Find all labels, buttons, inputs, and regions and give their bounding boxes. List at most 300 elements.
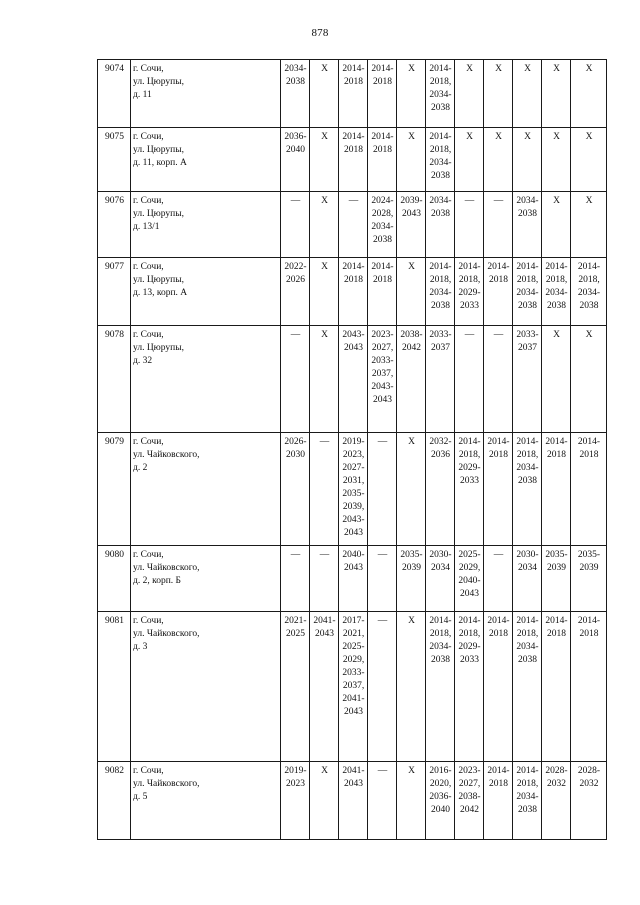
period-cell	[426, 433, 455, 546]
period-cell	[513, 326, 542, 433]
period-line: 2034-	[429, 158, 452, 168]
period-line: 2029,	[342, 655, 365, 665]
period-line: 2025	[286, 629, 305, 639]
period-line: X	[408, 766, 415, 776]
period-line: 2014-	[545, 616, 568, 626]
period-line: 2038	[518, 209, 537, 219]
period-line: 2014-	[577, 262, 601, 272]
period-line: X	[495, 132, 502, 142]
period-cell	[426, 258, 455, 326]
table-row	[98, 762, 607, 840]
period-line: 2018	[344, 145, 363, 155]
period-line: X	[524, 64, 531, 74]
period-line: 2014-	[371, 64, 394, 74]
period-line: 2034-	[516, 463, 539, 473]
period-line: 2014-	[516, 766, 539, 776]
period-line: 2028,	[371, 209, 394, 219]
period-cell	[571, 762, 607, 840]
period-cell	[571, 60, 607, 128]
period-line: X	[553, 330, 560, 340]
period-line: X	[585, 330, 593, 340]
period-line: 2025-	[458, 550, 481, 560]
period-cell	[339, 546, 368, 612]
period-line: 2039	[579, 563, 599, 573]
address-line: д. 2	[133, 463, 148, 473]
period-cell	[426, 192, 455, 258]
address-cell	[131, 762, 281, 840]
period-line: X	[585, 196, 593, 206]
address-line: д. 3	[133, 642, 148, 652]
period-line: 2014-	[458, 262, 481, 272]
period-line: 2039	[402, 563, 421, 573]
period-cell	[310, 546, 339, 612]
period-cell	[455, 128, 484, 192]
period-cell	[426, 762, 455, 840]
period-line: 2034-	[429, 196, 452, 206]
period-line: —	[377, 437, 388, 447]
period-line: 2034-	[284, 64, 307, 74]
period-line: 2034	[518, 563, 537, 573]
address-line: д. 13, корп. А	[133, 288, 188, 298]
period-cell	[281, 258, 310, 326]
period-line: 2038	[373, 235, 392, 245]
period-line: 2038	[431, 655, 450, 665]
period-line: 2018	[489, 275, 508, 285]
period-cell	[310, 192, 339, 258]
period-line: 2041-	[342, 694, 365, 704]
address-line: д. 32	[133, 356, 153, 366]
period-line: 2034-	[429, 642, 452, 652]
period-line: 2014-	[577, 437, 601, 447]
address-line: г. Сочи,	[133, 616, 164, 626]
period-cell	[484, 326, 513, 433]
period-cell	[542, 762, 571, 840]
period-cell	[281, 60, 310, 128]
period-line: 2036-	[429, 792, 452, 802]
period-cell	[339, 258, 368, 326]
period-line: 2018,	[429, 629, 452, 639]
row-number: 9074	[98, 60, 131, 128]
period-cell	[310, 258, 339, 326]
period-line: 2039-	[400, 196, 423, 206]
period-line: 2014-	[371, 132, 394, 142]
period-line: X	[321, 330, 328, 340]
period-cell	[542, 433, 571, 546]
period-cell	[310, 433, 339, 546]
period-line: 2033-	[371, 356, 394, 366]
period-line: 2036	[431, 450, 450, 460]
period-line: 2034-	[429, 288, 452, 298]
period-line: X	[321, 766, 328, 776]
period-cell	[571, 258, 607, 326]
schedule-table	[97, 59, 607, 840]
period-cell	[484, 546, 513, 612]
period-line: —	[493, 330, 504, 340]
period-line: —	[493, 196, 504, 206]
period-line: 2023-	[371, 330, 394, 340]
period-line: 2035-	[342, 489, 365, 499]
period-cell	[513, 128, 542, 192]
period-line: 2034-	[516, 288, 539, 298]
address-line: д. 13/1	[133, 222, 160, 232]
period-cell	[310, 326, 339, 433]
address-line: ул. Цюрупы,	[133, 145, 184, 155]
period-line: 2020,	[429, 779, 452, 789]
period-line: 2018,	[516, 275, 539, 285]
period-cell	[455, 546, 484, 612]
period-line: X	[466, 132, 473, 142]
period-cell	[397, 258, 426, 326]
address-line: ул. Чайковского,	[133, 563, 200, 573]
period-cell	[281, 433, 310, 546]
period-line: 2014-	[577, 616, 601, 626]
period-cell	[397, 546, 426, 612]
period-line: 2018,	[516, 450, 539, 460]
period-line: 2018	[344, 275, 363, 285]
period-line: 2042	[402, 343, 421, 353]
period-line: 2038	[431, 103, 450, 113]
period-cell	[542, 612, 571, 762]
period-line: 2018	[489, 629, 508, 639]
period-line: X	[408, 616, 415, 626]
period-line: 2040	[286, 145, 305, 155]
table-row	[98, 258, 607, 326]
period-line: X	[321, 64, 328, 74]
period-line: 2035-	[577, 550, 601, 560]
period-line: 2014-	[429, 616, 452, 626]
period-line: 2040-	[342, 550, 365, 560]
period-line: —	[319, 550, 330, 560]
address-line: ул. Цюрупы,	[133, 209, 184, 219]
table-row	[98, 192, 607, 258]
period-line: 2033	[460, 476, 479, 486]
period-line: 2038	[518, 476, 537, 486]
address-line: г. Сочи,	[133, 64, 164, 74]
period-cell	[368, 60, 397, 128]
address-line: ул. Чайковского,	[133, 779, 200, 789]
period-line: 2017-	[342, 616, 365, 626]
period-line: X	[553, 196, 560, 206]
period-cell	[426, 326, 455, 433]
period-cell	[484, 60, 513, 128]
period-line: 2033	[460, 301, 479, 311]
period-line: 2025-	[342, 642, 365, 652]
period-cell	[455, 192, 484, 258]
period-line: 2018	[547, 450, 566, 460]
period-line: 2043	[344, 707, 363, 717]
period-cell	[368, 258, 397, 326]
address-line: д. 5	[133, 792, 148, 802]
period-cell	[397, 326, 426, 433]
period-cell	[368, 762, 397, 840]
period-cell	[571, 326, 607, 433]
period-line: 2033-	[342, 668, 365, 678]
period-line: 2014-	[342, 132, 365, 142]
period-line: 2018,	[516, 779, 539, 789]
period-cell	[513, 258, 542, 326]
period-line: 2018	[373, 275, 392, 285]
period-line: 2029-	[458, 642, 481, 652]
row-number: 9082	[98, 762, 131, 840]
period-line: 2029-	[458, 463, 481, 473]
period-line: 2026-	[284, 437, 307, 447]
address-line: ул. Чайковского,	[133, 450, 200, 460]
period-line: 2021,	[342, 629, 365, 639]
period-cell	[542, 326, 571, 433]
period-line: 2033-	[429, 330, 452, 340]
address-line: г. Сочи,	[133, 766, 164, 776]
period-line: 2029-	[458, 288, 481, 298]
address-line: ул. Цюрупы,	[133, 275, 184, 285]
period-line: 2038	[286, 77, 305, 87]
period-cell	[513, 546, 542, 612]
period-line: 2038-	[458, 792, 481, 802]
page-number: 878	[311, 27, 329, 39]
period-line: 2018	[489, 779, 508, 789]
period-line: 2014-	[487, 437, 510, 447]
period-line: 2034	[431, 563, 450, 573]
period-line: 2028-	[545, 766, 568, 776]
period-line: X	[495, 64, 502, 74]
period-line: 2034-	[371, 222, 394, 232]
period-line: 2016-	[429, 766, 452, 776]
period-line: 2027,	[371, 343, 394, 353]
period-line: 2043	[344, 343, 363, 353]
period-line: 2018,	[458, 629, 481, 639]
period-line: 2032	[547, 779, 566, 789]
address-cell	[131, 546, 281, 612]
period-line: 2043	[344, 779, 363, 789]
address-line: ул. Цюрупы,	[133, 343, 184, 353]
period-line: 2038	[518, 301, 537, 311]
row-number: 9075	[98, 128, 131, 192]
period-line: 2022-	[284, 262, 307, 272]
period-cell	[513, 612, 542, 762]
address-line: г. Сочи,	[133, 437, 164, 447]
period-line: 2021-	[284, 616, 307, 626]
period-line: 2014-	[516, 262, 539, 272]
address-line: ул. Цюрупы,	[133, 77, 184, 87]
period-line: 2037,	[342, 681, 365, 691]
row-number: 9078	[98, 326, 131, 433]
period-line: —	[377, 766, 388, 776]
period-line: 2043-	[371, 382, 394, 392]
table-row	[98, 612, 607, 762]
period-line: X	[408, 132, 415, 142]
period-line: 2038	[518, 805, 537, 815]
period-line: 2039	[547, 563, 566, 573]
period-line: 2023	[286, 779, 305, 789]
period-line: X	[553, 132, 560, 142]
address-line: д. 11, корп. А	[133, 158, 187, 168]
table-row	[98, 60, 607, 128]
period-line: 2018,	[429, 77, 452, 87]
period-cell	[310, 60, 339, 128]
period-line: —	[290, 550, 301, 560]
period-cell	[542, 546, 571, 612]
period-line: 2038	[431, 301, 450, 311]
period-cell	[484, 433, 513, 546]
period-line: 2023,	[342, 450, 365, 460]
period-line: 2039,	[342, 502, 365, 512]
address-cell	[131, 612, 281, 762]
period-cell	[484, 258, 513, 326]
period-line: 2028-	[577, 766, 601, 776]
period-cell	[339, 326, 368, 433]
period-line: 2037	[431, 343, 450, 353]
period-cell	[397, 612, 426, 762]
period-line: 2038	[547, 301, 566, 311]
period-line: 2034-	[577, 288, 601, 298]
period-cell	[281, 326, 310, 433]
period-line: X	[585, 132, 593, 142]
period-cell	[368, 192, 397, 258]
period-cell	[571, 433, 607, 546]
period-line: 2038	[579, 301, 599, 311]
table-row	[98, 433, 607, 546]
period-cell	[368, 546, 397, 612]
period-line: 2019-	[284, 766, 307, 776]
period-cell	[339, 60, 368, 128]
address-line: г. Сочи,	[133, 550, 164, 560]
period-line: —	[348, 196, 359, 206]
period-line: 2040	[431, 805, 450, 815]
period-cell	[310, 612, 339, 762]
period-line: —	[493, 550, 504, 560]
address-cell	[131, 258, 281, 326]
period-cell	[397, 128, 426, 192]
period-cell	[281, 612, 310, 762]
period-line: 2018	[489, 450, 508, 460]
period-line: 2038-	[400, 330, 423, 340]
period-line: 2014-	[458, 616, 481, 626]
period-line: 2038	[518, 655, 537, 665]
period-line: 2014-	[458, 437, 481, 447]
period-cell	[281, 762, 310, 840]
address-line: г. Сочи,	[133, 132, 164, 142]
period-cell	[542, 60, 571, 128]
address-cell	[131, 326, 281, 433]
period-cell	[397, 433, 426, 546]
period-cell	[281, 128, 310, 192]
period-line: X	[321, 196, 328, 206]
row-number: 9076	[98, 192, 131, 258]
period-line: 2018,	[429, 275, 452, 285]
period-line: 2043	[344, 563, 363, 573]
period-cell	[513, 192, 542, 258]
period-line: 2033	[460, 655, 479, 665]
period-line: 2018	[373, 145, 392, 155]
period-line: 2014-	[516, 437, 539, 447]
period-cell	[397, 192, 426, 258]
period-cell	[397, 60, 426, 128]
row-number: 9080	[98, 546, 131, 612]
period-cell	[571, 128, 607, 192]
period-cell	[455, 433, 484, 546]
row-number: 9079	[98, 433, 131, 546]
period-line: 2043	[344, 528, 363, 538]
period-line: X	[408, 64, 415, 74]
period-cell	[368, 326, 397, 433]
period-cell	[281, 192, 310, 258]
period-line: —	[464, 196, 475, 206]
period-cell	[426, 128, 455, 192]
period-cell	[368, 612, 397, 762]
period-cell	[513, 60, 542, 128]
period-line: 2043	[315, 629, 334, 639]
period-cell	[281, 546, 310, 612]
period-line: —	[377, 616, 388, 626]
period-line: 2043	[373, 395, 392, 405]
period-line: 2030	[286, 450, 305, 460]
period-line: X	[585, 64, 593, 74]
period-line: 2018,	[516, 629, 539, 639]
period-line: 2014-	[487, 262, 510, 272]
period-cell	[455, 762, 484, 840]
table-body	[98, 60, 607, 840]
period-line: —	[464, 330, 475, 340]
period-line: 2023-	[458, 766, 481, 776]
period-line: 2018	[579, 629, 599, 639]
address-line: ул. Чайковского,	[133, 629, 200, 639]
period-line: 2014-	[429, 132, 452, 142]
period-line: 2034-	[516, 196, 539, 206]
period-line: X	[466, 64, 473, 74]
period-cell	[339, 128, 368, 192]
period-line: 2018,	[458, 450, 481, 460]
period-line: 2018,	[545, 275, 568, 285]
period-cell	[455, 326, 484, 433]
period-line: 2014-	[487, 616, 510, 626]
period-line: X	[553, 64, 560, 74]
period-line: 2038	[431, 171, 450, 181]
period-line: 2037	[518, 343, 537, 353]
row-number: 9077	[98, 258, 131, 326]
period-line: 2014-	[429, 262, 452, 272]
period-line: 2018,	[578, 275, 600, 285]
address-line: д. 11	[133, 90, 152, 100]
period-cell	[426, 546, 455, 612]
period-line: 2040-	[458, 576, 481, 586]
period-line: 2034-	[429, 90, 452, 100]
period-cell	[513, 762, 542, 840]
period-line: X	[321, 262, 328, 272]
period-cell	[310, 128, 339, 192]
period-cell	[426, 612, 455, 762]
period-line: 2014-	[487, 766, 510, 776]
period-line: X	[408, 262, 415, 272]
address-line: г. Сочи,	[133, 262, 164, 272]
period-line: 2033-	[516, 330, 539, 340]
row-number: 9081	[98, 612, 131, 762]
period-cell	[542, 258, 571, 326]
period-line: 2014-	[342, 64, 365, 74]
period-line: 2019-	[342, 437, 365, 447]
period-cell	[513, 433, 542, 546]
address-line: г. Сочи,	[133, 330, 164, 340]
period-line: 2029,	[458, 563, 481, 573]
period-line: 2018	[547, 629, 566, 639]
period-cell	[339, 762, 368, 840]
period-cell	[339, 192, 368, 258]
period-cell	[368, 128, 397, 192]
period-line: 2014-	[545, 437, 568, 447]
period-line: 2034-	[516, 642, 539, 652]
period-cell	[542, 192, 571, 258]
period-cell	[484, 762, 513, 840]
period-cell	[484, 612, 513, 762]
period-line: 2041-	[342, 766, 365, 776]
